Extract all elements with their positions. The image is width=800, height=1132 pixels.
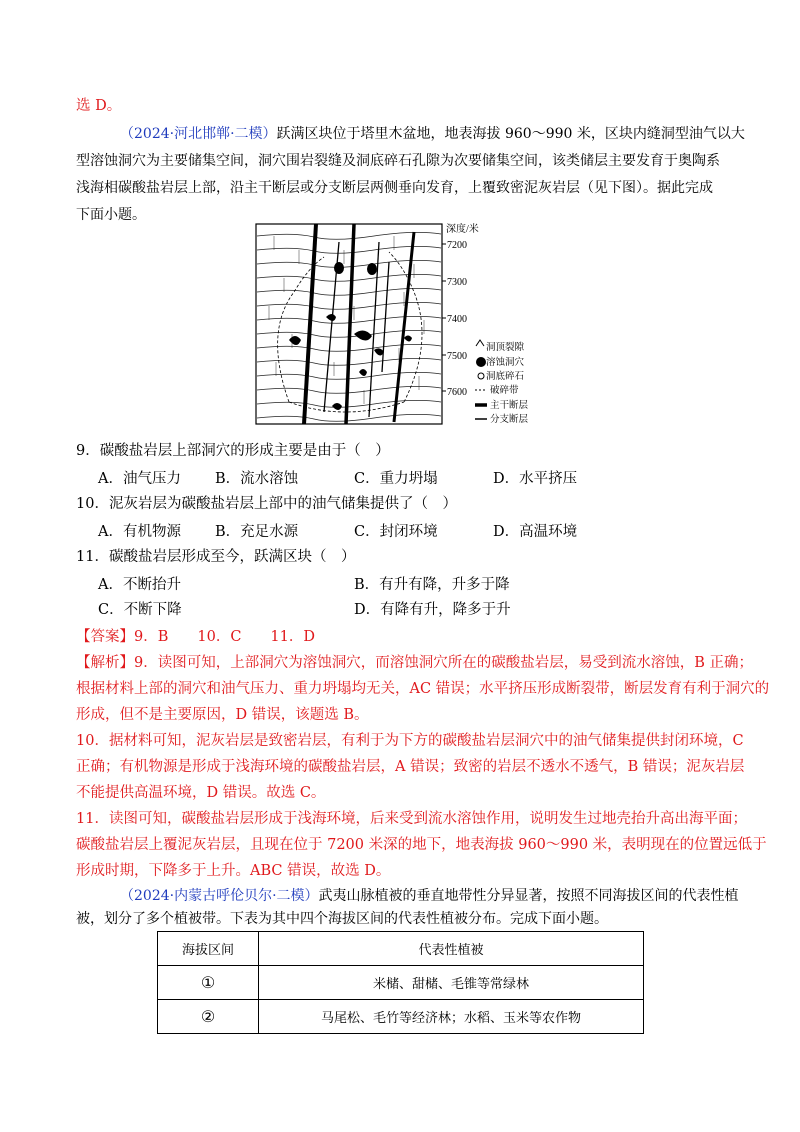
figure-legend xyxy=(475,340,529,425)
q11-option-c: C．不断下降 xyxy=(98,602,182,618)
answer-line xyxy=(76,627,315,647)
legend-rubble: 洞底碎石 xyxy=(486,372,525,382)
intro2-line-1: （2024·内蒙古呼伦贝尔·二模）武夷山脉植被的垂直地带性分异显著，按照不同海拔区间的代表性植 xyxy=(120,888,739,904)
q11-option-a: A．不断抬升 xyxy=(98,577,181,593)
svg-text:7600: 7600 xyxy=(447,387,467,398)
table-row: ① 米槠、甜槠、毛锥等常绿林 xyxy=(158,966,644,1000)
geologic-section-figure xyxy=(254,222,550,428)
legend-main-fault: 主干断层 xyxy=(490,401,529,411)
intro-line-1: （2024·河北邯郸·二模）跃满区块位于塔里木盆地，地表海拔 960～990 米，区块内缝洞型油气以大 xyxy=(120,126,745,142)
q10-option-c: C．封闭环境 xyxy=(354,524,438,540)
analysis-line-7: 11．读图可知，碳酸盐岩层形成于浅海环境，后来受到流水溶蚀作用，说明发生过地壳抬升高出海平面； xyxy=(76,811,747,827)
q10-option-b: B．充足水源 xyxy=(215,524,299,540)
header-altitude: 海拔区间 xyxy=(158,932,259,966)
answer-tag: 【答案】 xyxy=(76,629,134,645)
question-11-stem: 11．碳酸盐岩层形成至今，跃满区块（ ） xyxy=(76,549,356,565)
depth-axis-label: 深度/米 xyxy=(446,224,479,235)
analysis-line-1: 【解析】9．读图可知，上部洞穴为溶蚀洞穴，而溶蚀洞穴所在的碳酸盐岩层，易受到流水溶蚀，B 正确； xyxy=(76,655,753,671)
svg-text:7500: 7500 xyxy=(447,351,467,362)
question-source: （2024·河北邯郸·二模） xyxy=(120,126,277,142)
previous-answer-tail: 选 D。 xyxy=(76,98,122,114)
analysis-line-3: 形成，但不是主要原因，D 错误，该题选 B。 xyxy=(76,707,369,723)
analysis-line-9: 形成时期，下降多于上升。ABC 错误，故选 D。 xyxy=(76,863,391,879)
depth-ticks xyxy=(442,240,467,398)
legend-fracture-zone: 破碎带 xyxy=(490,386,519,396)
question-10-stem: 10．泥灰岩层为碳酸盐岩层上部中的油气储集提供了（ ） xyxy=(76,496,457,512)
q11-option-d: D．有降有升，降多于升 xyxy=(354,602,511,618)
q9-option-d: D．水平挤压 xyxy=(493,471,578,487)
intro-line-4: 下面小题。 xyxy=(76,207,146,223)
q10-option-d: D．高温环境 xyxy=(493,524,578,540)
analysis-line-5: 正确；有机物源是形成于浅海环境的碳酸盐岩层，A 错误；致密的岩层不透水不透气，B 错误；泥灰岩层 xyxy=(76,759,745,775)
svg-text:7200: 7200 xyxy=(447,240,467,251)
svg-text:7400: 7400 xyxy=(447,314,467,325)
intro-line-2: 型溶蚀洞穴为主要储集空间，洞穴围岩裂缝及洞底碎石孔隙为次要储集空间，该类储层主要发育于奥陶系 xyxy=(76,153,720,169)
table-header-row xyxy=(158,932,644,966)
q9-option-a: A．油气压力 xyxy=(98,471,181,487)
analysis-tag: 【解析】 xyxy=(76,655,134,671)
vegetation-table xyxy=(157,931,644,1034)
svg-text:7300: 7300 xyxy=(447,277,467,288)
intro-line-3: 浅海相碳酸盐岩层上部，沿主干断层或分支断层两侧垂向发育，上覆致密泥灰岩层（见下图）。据此完成 xyxy=(76,180,713,196)
header-vegetation: 代表性植被 xyxy=(259,932,644,966)
analysis-line-2: 根据材料上部的洞穴和油气压力、重力坍塌均无关，AC 错误；水平挤压形成断裂带，断层发育有利于洞穴的 xyxy=(76,681,770,697)
q11-option-b: B．有升有降，升多于降 xyxy=(354,577,510,593)
analysis-line-4: 10．据材料可知，泥灰岩层是致密岩层，有利于为下方的碳酸盐岩层洞穴中的油气储集提供封闭环境，C xyxy=(76,733,744,749)
answer-text: 9．B 10．C 11．D xyxy=(134,629,316,645)
question-9-stem: 9．碳酸盐岩层上部洞穴的形成主要是由于（ ） xyxy=(76,443,390,459)
question2-source: （2024·内蒙古呼伦贝尔·二模） xyxy=(120,888,319,904)
q9-option-b: B．流水溶蚀 xyxy=(215,471,299,487)
table-row: ② 马尾松、毛竹等经济林；水稻、玉米等农作物 xyxy=(158,1000,644,1034)
intro2-line-2: 被，划分了多个植被带。下表为其中四个海拔区间的代表性植被分布。完成下面小题。 xyxy=(76,911,608,927)
legend-roof-fracture: 洞顶裂隙 xyxy=(486,343,525,353)
analysis-line-6: 不能提供高温环境，D 错误。故选 C。 xyxy=(76,785,326,801)
analysis-line-8: 碳酸盐岩层上覆泥灰岩层，且现在位于 7200 米深的地下，地表海拔 960～990 米，表明现在的位置远低于 xyxy=(76,837,767,853)
q9-option-c: C．重力坍塌 xyxy=(354,471,438,487)
q10-option-a: A．有机物源 xyxy=(98,524,181,540)
legend-branch-fault: 分支断层 xyxy=(490,415,529,425)
legend-cave: 溶蚀洞穴 xyxy=(486,358,525,368)
